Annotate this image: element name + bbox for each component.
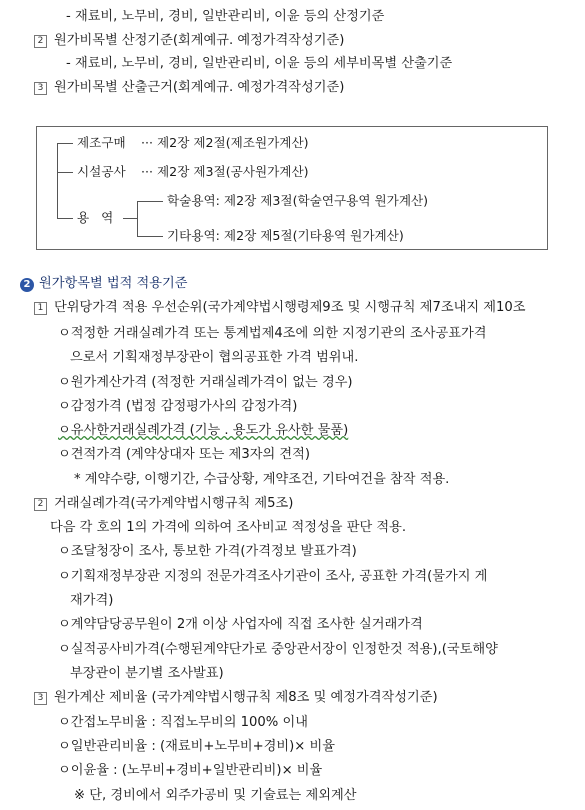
- s3-bullet-2: ㅇ일반관리비율 : (재료비+노무비+경비)× 비율: [58, 739, 336, 754]
- tree-vertical-line: [57, 143, 58, 218]
- top-line-1: - 재료비, 노무비, 경비, 일반관리비, 이윤 등의 산정기준: [66, 9, 385, 24]
- sub-tree-stem: [123, 218, 137, 219]
- top-item-3-text: 원가비목별 산출근거(회계예규. 예정가격작성기준): [54, 80, 345, 95]
- classification-box: [36, 126, 548, 250]
- sub-tree-branch-1: [137, 201, 163, 202]
- s1-note: * 계약수량, 이행기간, 수급상황, 계약조건, 기타여건을 참작 적용.: [74, 472, 450, 487]
- subsection-3-heading: [34, 689, 438, 707]
- tree-branch-1: [57, 143, 73, 144]
- sub-tree-branch-2: [137, 236, 163, 237]
- box-row-3-label: 용 역: [77, 210, 114, 225]
- s1-bullet-4: ㅇ유사한거래실례가격 (기능 . 용도가 유사한 물품): [58, 423, 349, 438]
- s1-bullet-2: ㅇ원가계산가격 (적정한 거래실례가격이 없는 경우): [58, 375, 353, 390]
- box-row-2-label: 시설공사: [77, 164, 126, 179]
- box-sub-2: 기타용역: 제2장 제5절(기타용역 원가계산): [167, 228, 404, 243]
- number-box-s2: 2: [34, 498, 47, 511]
- top-item-2: [34, 32, 344, 50]
- box-row-1-label: 제조구매: [77, 135, 126, 150]
- top-item-2-text: 원가비목별 산정기준(회계예규. 예정가격작성기준): [54, 33, 345, 48]
- section-2-heading: [20, 275, 188, 293]
- section-2-title: 원가항목별 법적 적용기준: [39, 276, 188, 291]
- s3-bullet-3: ㅇ이윤율 : (노무비+경비+일반관리비)× 비율: [58, 763, 323, 778]
- s2-bullet-4a: ㅇ실적공사비가격(수행된계약단가로 중앙관서장이 인정한것 적용),(국토해양: [58, 642, 498, 657]
- s1-bullet-1a: ㅇ적정한 거래실례가격 또는 통계법제4조에 의한 지정기관의 조사공표가격: [58, 326, 487, 341]
- box-row-2-text: ··· 제2장 제3절(공사원가계산): [141, 164, 309, 179]
- s1-bullet-1b: 으로서 기획재정부장관이 협의공표한 가격 범위내.: [70, 350, 359, 365]
- s1-bullet-3: ㅇ감정가격 (법정 감정평가사의 감정가격): [58, 399, 298, 414]
- s1-bullet-5: ㅇ견적가격 (계약상대자 또는 제3자의 견적): [58, 447, 311, 462]
- s2-bullet-2a: ㅇ기획재정부장관 지정의 전문가격조사기관이 조사, 공표한 가격(물가지 게: [58, 569, 488, 584]
- s2-bullet-4b: 부장관이 분기별 조사발표): [70, 666, 224, 681]
- s2-intro: 다음 각 호의 1의 가격에 의하여 조사비교 적정성을 판단 적용.: [50, 520, 407, 535]
- box-row-1-text: ··· 제2장 제2절(제조원가계산): [141, 135, 309, 150]
- section-2-marker: 2: [20, 278, 34, 292]
- subsection-1-heading: [34, 299, 526, 317]
- s2-bullet-1: ㅇ조달청장이 조사, 통보한 가격(가격정보 발표가격): [58, 544, 357, 559]
- box-sub-1: 학술용역: 제2장 제3절(학술연구용역 원가계산): [167, 193, 429, 208]
- subsection-1-title: 단위당가격 적용 우선순위(국가계약법시행령제9조 및 시행규칙 제7조내지 제10조: [54, 300, 526, 315]
- tree-branch-2: [57, 172, 73, 173]
- number-box-3: 3: [34, 82, 47, 95]
- s2-bullet-2b: 재가격): [70, 593, 114, 608]
- top-item-3: [34, 79, 344, 97]
- subsection-3-title: 원가계산 제비율 (국가계약법시행규칙 제8조 및 예정가격작성기준): [54, 690, 438, 705]
- number-box-s3: 3: [34, 692, 47, 705]
- number-box-2: 2: [34, 35, 47, 48]
- tree-branch-3: [57, 218, 73, 219]
- s3-note: ※ 단, 경비에서 외주가공비 및 기술료는 제외계산: [74, 788, 357, 803]
- sub-tree-vertical: [137, 201, 138, 236]
- top-line-3: - 재료비, 노무비, 경비, 일반관리비, 이윤 등의 세부비목별 산출기준: [66, 56, 453, 71]
- s2-bullet-3: ㅇ계약담당공무원이 2개 이상 사업자에 직접 조사한 실거래가격: [58, 617, 423, 632]
- subsection-2-heading: [34, 495, 293, 513]
- s3-bullet-1: ㅇ간접노무비율 : 직접노무비의 100% 이내: [58, 715, 308, 730]
- subsection-2-title: 거래실례가격(국가계약법시행규칙 제5조): [54, 496, 294, 511]
- number-box-s1: 1: [34, 302, 47, 315]
